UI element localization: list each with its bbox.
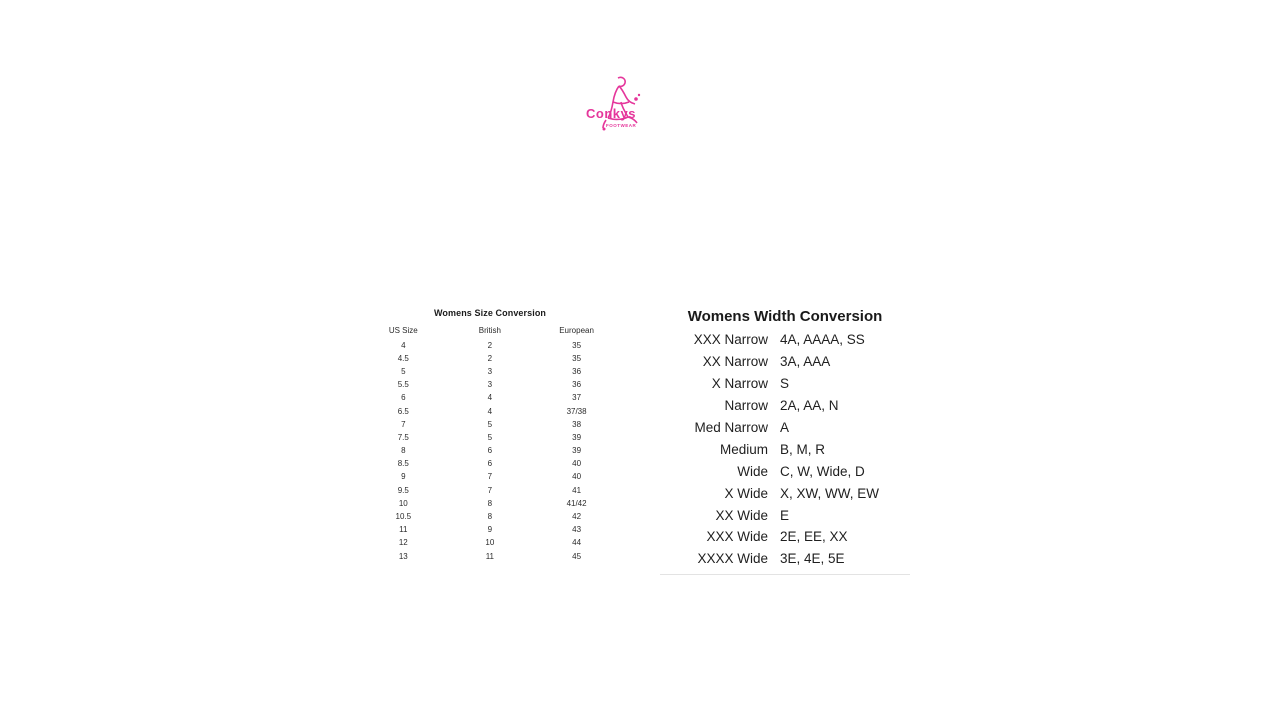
width-table-title: Womens Width Conversion [687,308,883,325]
table-cell: 42 [572,512,582,522]
table-row [660,526,910,548]
width-label-cell: XXX Narrow [693,332,768,348]
column-header-us: US Size [388,326,418,335]
table-row [660,482,910,504]
width-value-cell: E [780,507,790,523]
table-cell: 6.5 [397,406,409,416]
table-cell: 39 [572,432,582,442]
table-cell: 12 [398,538,408,548]
table-cell: 5 [487,432,493,442]
table-cell: 6 [487,446,493,456]
table-row [360,510,620,523]
table-cell: 10.5 [395,512,412,522]
table-cell: 43 [572,525,582,535]
table-row [360,339,620,352]
table-row [360,524,620,537]
width-label-cell: Med Narrow [694,419,768,435]
table-row [660,395,910,417]
table-cell: 4 [487,406,493,416]
column-header-british: British [478,326,501,335]
column-header-european: European [559,326,594,335]
width-label-cell: X Wide [724,485,768,501]
table-row [660,417,910,439]
table-cell: 7 [487,472,493,482]
table-row [360,445,620,458]
table-cell: 4 [401,340,406,350]
table-cell: 7.5 [397,432,409,442]
womens-size-conversion-table [360,308,620,563]
table-row [360,431,620,444]
table-cell: 36 [572,366,582,376]
table-cell: 8.5 [397,459,409,469]
size-table-title: Womens Size Conversion [433,308,547,318]
table-cell: 7 [487,485,493,495]
table-cell: 44 [572,538,582,548]
table-cell: 5 [401,366,406,376]
table-cell: 5.5 [397,380,409,390]
table-row [360,537,620,550]
width-label-cell: XXX Wide [706,529,768,545]
width-value-cell: C, W, Wide, D [780,463,865,479]
table-row [360,379,620,392]
table-row [360,392,620,405]
width-label-cell: Medium [719,441,768,457]
table-row [360,497,620,510]
table-cell: 41 [572,485,582,495]
table-cell: 39 [572,446,582,456]
table-cell: 4.5 [397,353,409,363]
width-label-cell: X Narrow [711,376,768,392]
logo-tagline-text: FOOTWEAR [606,123,637,128]
table-cell: 6 [487,459,493,469]
brand-logo [580,72,660,136]
width-conversion-grid [660,329,910,575]
table-cell: 4 [487,393,493,403]
table-row [360,458,620,471]
table-cell: 40 [572,472,582,482]
table-cell: 8 [401,446,406,456]
table-cell: 2 [487,340,493,350]
table-cell: 9 [401,472,406,482]
width-value-cell: B, M, R [780,441,826,457]
table-cell: 45 [572,551,582,561]
table-cell: 9.5 [397,485,409,495]
table-cell: 11 [399,525,408,535]
table-cell: 3 [487,380,493,390]
width-label-cell: Wide [737,463,768,479]
table-cell: 10 [485,538,495,548]
table-row [360,484,620,497]
width-value-cell: 2E, EE, XX [780,529,848,545]
table-row [360,405,620,418]
table-row [360,352,620,365]
width-label-cell: XX Narrow [702,354,768,370]
table-cell: 5 [487,419,493,429]
table-cell: 38 [572,419,582,429]
table-cell: 13 [398,551,408,561]
width-value-cell: X, XW, WW, EW [780,485,879,501]
table-cell: 10 [398,498,408,508]
table-cell: 11 [485,551,495,561]
width-value-cell: 4A, AAAA, SS [780,332,865,348]
table-row [660,461,910,483]
table-cell: 40 [572,459,582,469]
table-cell: 9 [487,525,493,535]
logo-brand-text: Conkys [586,106,636,121]
table-row [660,373,910,395]
table-row [660,548,910,574]
table-cell: 7 [401,419,406,429]
table-cell: 8 [487,498,493,508]
table-cell: 37 [572,393,582,403]
table-cell: 35 [572,353,582,363]
width-value-cell: S [780,376,790,392]
width-value-cell: A [780,419,790,435]
table-row [660,439,910,461]
logo-mark-icon [580,72,660,136]
width-label-cell: Narrow [724,397,768,413]
table-row [660,329,910,351]
table-row [360,471,620,484]
table-header-row [360,324,620,339]
table-cell: 37/38 [566,406,587,416]
table-row [360,365,620,378]
width-value-cell: 2A, AA, N [780,397,839,413]
table-row [660,351,910,373]
womens-width-conversion-table [660,308,910,575]
table-cell: 8 [487,512,493,522]
table-cell: 41/42 [566,498,587,508]
width-label-cell: XX Wide [715,507,768,523]
table-cell: 2 [487,353,493,363]
table-cell: 6 [401,393,406,403]
table-cell: 35 [572,340,582,350]
width-label-cell: XXXX Wide [660,548,780,574]
width-value-cell: 3A, AAA [780,354,831,370]
table-row [360,550,620,563]
width-value-cell: 3E, 4E, 5E [780,548,910,574]
table-row [360,418,620,431]
table-row [660,504,910,526]
table-cell: 36 [572,380,582,390]
table-cell: 3 [487,366,493,376]
size-conversion-grid [360,324,620,563]
